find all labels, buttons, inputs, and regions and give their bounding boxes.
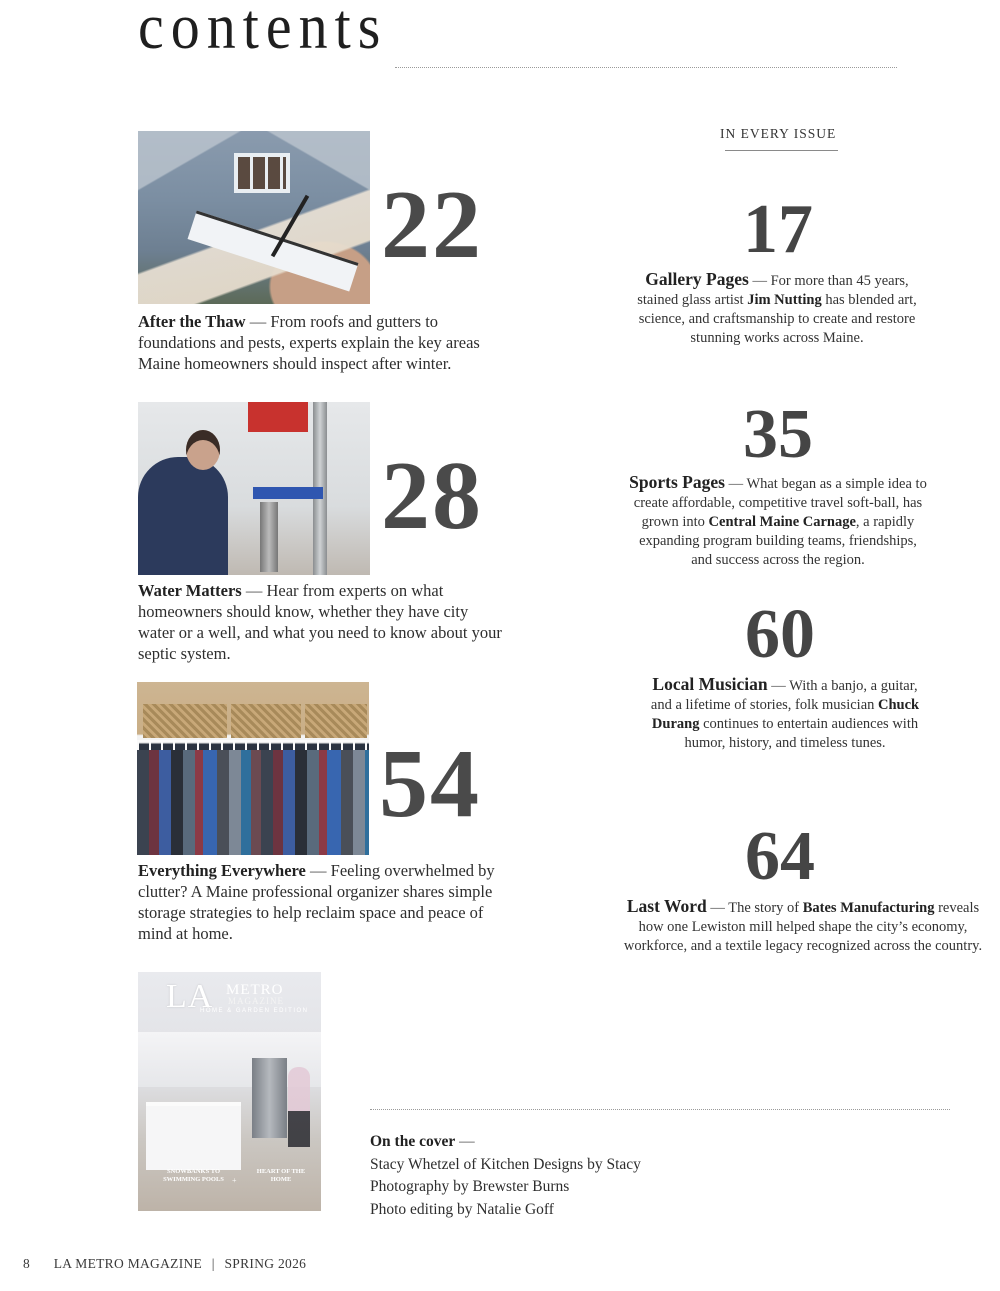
cover-credits	[370, 1131, 641, 1221]
feature-title: After the Thaw	[138, 312, 246, 331]
cover-thumbnail[interactable]	[138, 972, 321, 1211]
footer-separator: |	[211, 1256, 215, 1271]
issue-item-sports-pages[interactable]	[628, 473, 928, 570]
page-footer	[23, 1256, 306, 1272]
issue-body: has blended art, science, and craftsmanship to create and restore stunning works across Maine.	[638, 292, 917, 346]
cover-label-line	[370, 1131, 641, 1154]
em-dash: —	[310, 861, 327, 880]
em-dash: —	[771, 678, 786, 694]
cover-logo-magazine: MAGAZINE	[228, 996, 284, 1006]
feature-image-after-the-thaw[interactable]	[138, 131, 370, 304]
issue-highlight: Bates Manufacturing	[802, 900, 935, 916]
cover-coverline-right: HEART OF THE HOME	[256, 1168, 306, 1183]
cover-label: On the cover	[370, 1133, 456, 1150]
issue-date: SPRING 2026	[224, 1256, 307, 1271]
feature-description[interactable]	[138, 580, 508, 664]
feature-page-number[interactable]: 28	[381, 442, 483, 550]
issue-highlight: Jim Nutting	[747, 292, 822, 308]
issue-body: The story of	[728, 900, 800, 916]
cover-plus-icon: +	[232, 1176, 237, 1185]
issue-page-number[interactable]: 64	[745, 818, 815, 895]
drill-press-vise-shape	[253, 487, 323, 499]
closet-rail-shape	[137, 740, 369, 750]
em-dash: —	[710, 900, 725, 916]
cover-coverline-left: SNOWBANKS TO SWIMMING POOLS	[163, 1168, 224, 1183]
em-dash: —	[752, 273, 767, 289]
issue-title: Local Musician	[652, 674, 768, 694]
issue-body: reveals how one Lewiston mill helped shape the city’s economy, workforce, and a textile legacy recognized across the country.	[623, 900, 983, 954]
em-dash: —	[245, 581, 263, 600]
feature-image-everything-everywhere[interactable]	[137, 682, 369, 855]
cover-edition: HOME & GARDEN EDITION	[200, 1008, 309, 1014]
walking-person-shape	[288, 1067, 310, 1147]
feature-body: From roofs and gutters to foundations and pests, experts explain the key areas Maine homeowners should inspect after winter.	[138, 312, 480, 373]
cover-dotted-rule	[370, 1109, 950, 1110]
fridge-shape	[252, 1058, 287, 1138]
publication-name: LA METRO MAGAZINE	[53, 1256, 203, 1271]
feature-description[interactable]	[138, 860, 508, 944]
man-head-shape	[186, 430, 220, 470]
feature-page-number[interactable]: 22	[381, 171, 483, 279]
issue-body: With a banjo, a guitar, and a lifetime of stories, folk musician	[650, 678, 918, 713]
feature-body: Feeling overwhelmed by clutter? A Maine professional organizer shares simple storage strategies to help reclaim space and peace of mind at home.	[138, 861, 495, 943]
issue-page-number[interactable]: 17	[743, 191, 813, 268]
issue-page-number[interactable]: 35	[743, 396, 813, 473]
feature-title: Everything Everywhere	[138, 861, 306, 880]
heading-underline	[725, 150, 838, 151]
title-dotted-rule	[395, 67, 897, 68]
page-title: contents	[138, 0, 388, 63]
issue-item-gallery-pages[interactable]	[632, 270, 922, 348]
cover-credit-line: Photo editing by Natalie Goff	[370, 1200, 554, 1218]
basket-shape	[143, 704, 227, 738]
feature-page-number[interactable]: 54	[379, 730, 481, 838]
issue-title: Gallery Pages	[645, 269, 749, 289]
em-dash: —	[728, 476, 744, 492]
issue-body: For more than 45 years, stained glass artist	[637, 273, 909, 308]
house-window-shape	[234, 153, 290, 193]
issue-page-number[interactable]: 60	[745, 596, 815, 673]
basket-shape	[231, 704, 301, 738]
cover-logo-metro: METRO	[226, 982, 284, 998]
issue-item-last-word[interactable]	[622, 897, 984, 956]
cover-logo-la: LA	[166, 978, 214, 1015]
page-number: 8	[23, 1256, 31, 1271]
issue-title: Last Word	[626, 896, 707, 916]
drill-press-head-shape	[248, 402, 308, 432]
issue-body: continues to entertain audiences with humor, history, and timeless tunes.	[684, 716, 919, 751]
issue-highlight: Central Maine Carnage	[708, 514, 856, 530]
issue-title: Sports Pages	[629, 472, 725, 492]
issue-highlight: Chuck Durang	[651, 697, 920, 732]
cover-credit-line: Photography by Brewster Burns	[370, 1178, 570, 1195]
em-dash: —	[459, 1133, 475, 1150]
feature-description[interactable]	[138, 311, 508, 374]
man-figure-shape	[138, 457, 228, 575]
drill-press-base-shape	[260, 502, 278, 572]
feature-image-water-matters[interactable]	[138, 402, 370, 575]
issue-body: , a rapidly expanding program building teams, friendships, and success across the region.	[639, 514, 917, 568]
issue-body: What began as a simple idea to create affordable, competitive travel soft-ball, has grown into	[633, 476, 927, 530]
cover-credit-line: Stacy Whetzel of Kitchen Designs by Stacy	[370, 1155, 641, 1173]
in-every-issue-heading: IN EVERY ISSUE	[720, 126, 837, 141]
hanging-coats-shape	[137, 750, 369, 855]
feature-title: Water Matters	[138, 581, 242, 600]
basket-shape	[305, 704, 367, 738]
kitchen-island-shape	[146, 1102, 241, 1170]
em-dash: —	[249, 312, 267, 331]
issue-item-local-musician[interactable]	[650, 675, 920, 753]
feature-body: Hear from experts on what homeowners should know, whether they have city water or a well, and what you need to know about your septic system.	[138, 581, 502, 663]
